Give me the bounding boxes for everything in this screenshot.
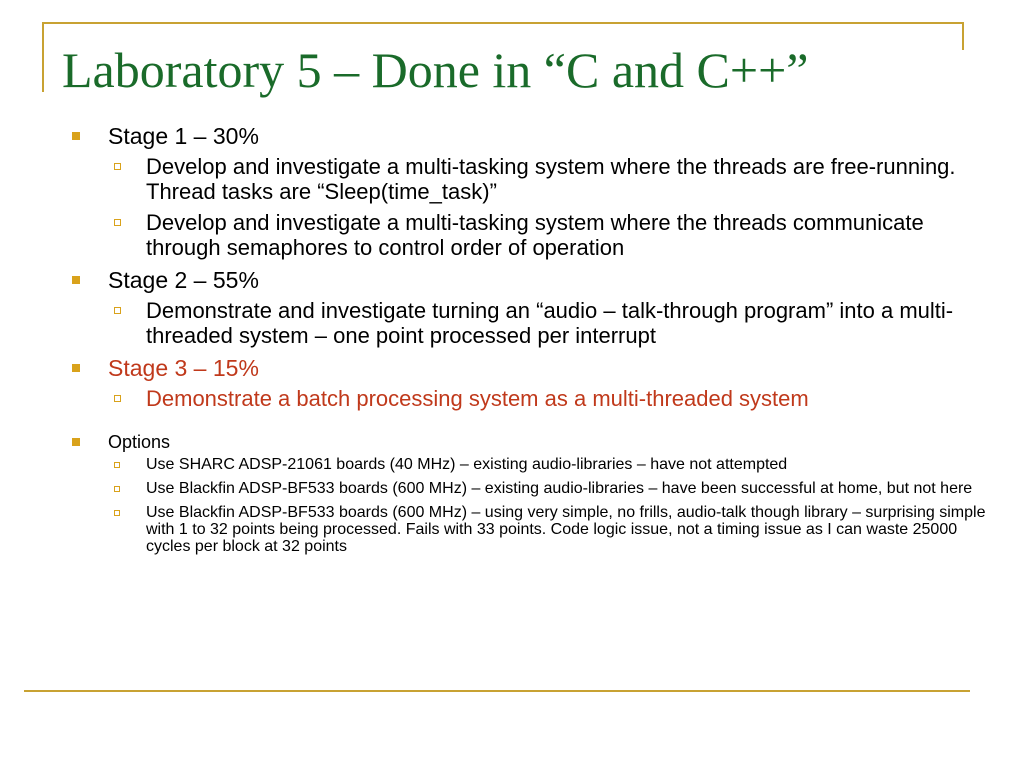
hollow-square-bullet-icon	[114, 510, 120, 516]
stage-1	[70, 122, 990, 150]
slide-title: Laboratory 5 – Done in “C and C++”	[62, 42, 809, 98]
stage-3-item-1-text: Demonstrate a batch processing system as a multi-threaded system	[146, 386, 809, 411]
stage-3-item-1	[70, 386, 990, 411]
options-item-1	[70, 456, 990, 473]
frame-left-line	[42, 22, 44, 92]
square-bullet-icon	[72, 364, 80, 372]
square-bullet-icon	[72, 132, 80, 140]
stage-1-item-2	[70, 210, 990, 260]
options-item-2-text: Use Blackfin ADSP-BF533 boards (600 MHz) – existing audio-libraries – have been successful at home, but not here	[146, 480, 973, 497]
slide-content	[70, 122, 990, 562]
hollow-square-bullet-icon	[114, 219, 121, 226]
options-label: Options	[108, 432, 171, 452]
frame-top-line	[42, 22, 964, 24]
hollow-square-bullet-icon	[114, 486, 120, 492]
hollow-square-bullet-icon	[114, 163, 121, 170]
stage-2-label: Stage 2 – 55%	[108, 267, 259, 293]
square-bullet-icon	[72, 276, 80, 284]
options-item-2	[70, 480, 990, 497]
stage-2-item-1-text: Demonstrate and investigate turning an “audio – talk-through program” into a multi-threaded system – one point processed per interrupt	[146, 298, 954, 348]
stage-2-item-1	[70, 298, 990, 348]
stage-3	[70, 354, 990, 382]
square-bullet-icon	[72, 438, 80, 446]
stage-2	[70, 266, 990, 294]
hollow-square-bullet-icon	[114, 395, 121, 402]
options-item-3-text: Use Blackfin ADSP-BF533 boards (600 MHz) – using very simple, no frills, audio-talk though library – surprising simple with 1 to 32 points being processed. Fails with 33 points. Code logic issue, not a timing issue as I can waste 25000 cycles per block at 32 points	[146, 504, 986, 555]
options-item-3	[70, 504, 990, 555]
options	[70, 431, 990, 453]
options-item-1-text: Use SHARC ADSP-21061 boards (40 MHz) – existing audio-libraries – have not attempted	[146, 456, 788, 473]
stage-1-item-2-text: Develop and investigate a multi-tasking system where the threads communicate through semaphores to control order of operation	[146, 210, 924, 260]
hollow-square-bullet-icon	[114, 462, 120, 468]
stage-1-item-1-text: Develop and investigate a multi-tasking system where the threads are free-running. Thread tasks are “Sleep(time_task)”	[146, 154, 956, 204]
hollow-square-bullet-icon	[114, 307, 121, 314]
frame-bottom-line	[24, 690, 970, 692]
frame-right-tick	[962, 22, 964, 50]
stage-3-label: Stage 3 – 15%	[108, 355, 259, 381]
stage-1-label: Stage 1 – 30%	[108, 123, 259, 149]
stage-1-item-1	[70, 154, 990, 204]
